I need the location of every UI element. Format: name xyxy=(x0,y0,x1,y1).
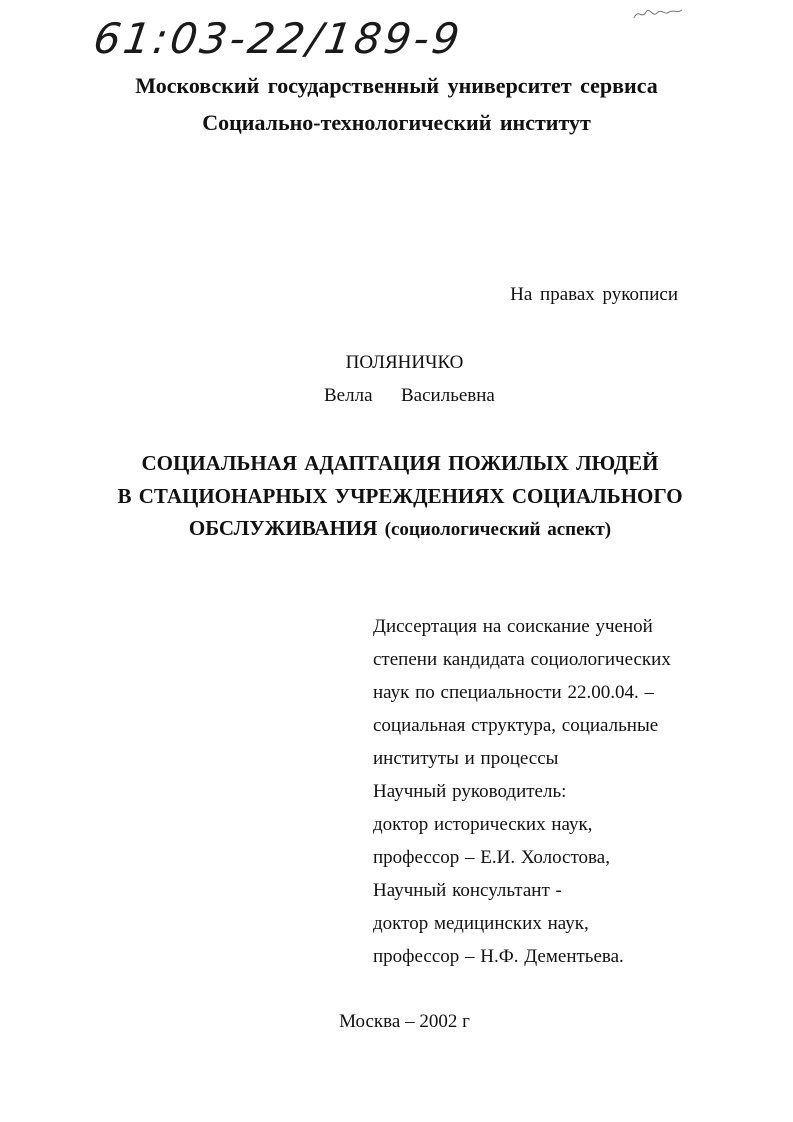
dissertation-info-line: институты и процессы xyxy=(373,748,559,769)
archive-handwritten-number: 61:03-22/189-9 xyxy=(90,14,466,63)
institute-name: Социально-технологический институт xyxy=(202,110,591,135)
dissertation-info-line: Диссертация на соискание ученой xyxy=(373,616,653,637)
dissertation-info-line: наук по специальности 22.00.04. – xyxy=(373,682,654,703)
supervisor-name: профессор – Е.И. Холостова, xyxy=(373,847,610,868)
author-patronymic: Васильевна xyxy=(401,385,495,406)
dissertation-title-subtitle: (социологический аспект) xyxy=(384,519,612,540)
consultant-heading: Научный консультант - xyxy=(373,880,562,901)
author-surname: ПОЛЯНИЧКО xyxy=(345,352,464,373)
dissertation-title-line-1: СОЦИАЛЬНАЯ АДАПТАЦИЯ ПОЖИЛЫХ ЛЮДЕЙ xyxy=(141,451,659,475)
consultant-degree: доктор медицинских наук, xyxy=(373,913,589,934)
author-first-name: Велла xyxy=(324,385,373,406)
handwritten-scribble-mark xyxy=(632,4,684,24)
city-year: Москва – 2002 г xyxy=(339,1011,470,1032)
supervisor-heading: Научный руководитель: xyxy=(373,781,567,802)
consultant-name: профессор – Н.Ф. Дементьева. xyxy=(373,946,624,967)
university-name: Московский государственный университет сервиса xyxy=(135,73,658,98)
manuscript-rights-note: На правах рукописи xyxy=(510,284,678,305)
dissertation-title-line-2: В СТАЦИОНАРНЫХ УЧРЕЖДЕНИЯХ СОЦИАЛЬНОГО xyxy=(117,484,683,508)
supervisor-degree: доктор исторических наук, xyxy=(373,814,593,835)
dissertation-title-line-3 xyxy=(0,516,793,541)
dissertation-title-line-3-main: ОБСЛУЖИВАНИЯ xyxy=(188,516,378,540)
dissertation-info-line: степени кандидата социологических xyxy=(373,649,671,670)
dissertation-info-line: социальная структура, социальные xyxy=(373,715,659,736)
